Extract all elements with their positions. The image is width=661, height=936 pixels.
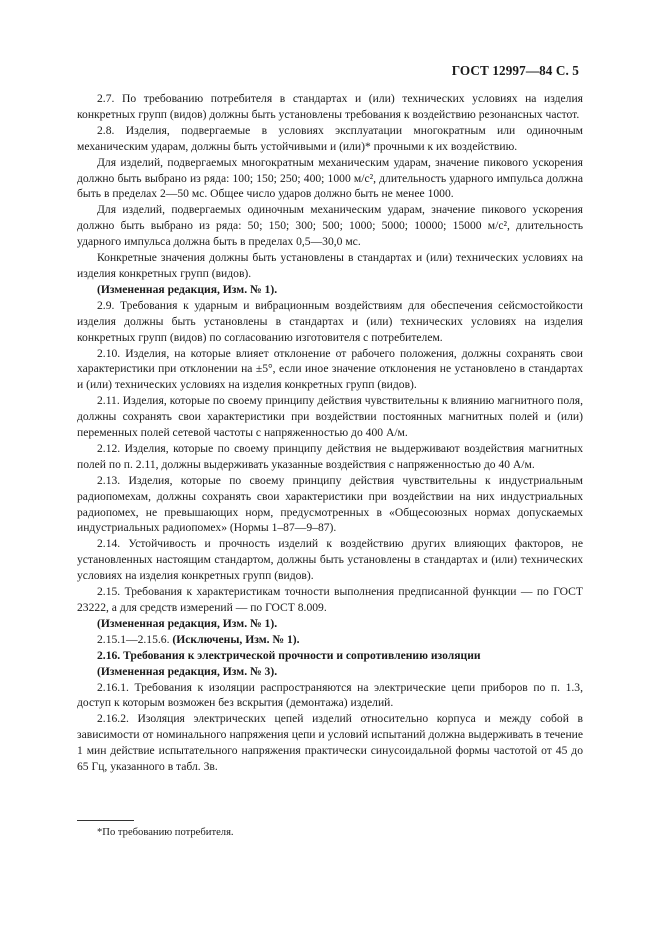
paragraph-2-15: 2.15. Требования к характеристикам точности выполнения предписанной функции — по ГОСТ 23222, а для средств измерений — по ГОСТ 8.009.	[77, 585, 583, 614]
paragraph-2-7: 2.7. По требованию потребителя в стандартах и (или) технических условиях на изделия конкретных групп (видов) должны быть установлены требования к воздействию резонансных частот.	[77, 92, 583, 121]
paragraph-2-15-1	[77, 632, 583, 648]
document-body	[77, 91, 583, 775]
paragraph-specific-values: Конкретные значения должны быть установлены в стандартах и (или) технических условиях на изделия конкретных групп (видов).	[77, 251, 583, 280]
paragraph-2-12: 2.12. Изделия, которые по своему принципу действия не выдерживают воздействия магнитных полей по п. 2.11, должны выдерживать указанные воздействия с напряженностью до 40 А/м.	[77, 441, 583, 471]
paragraph-2-8: 2.8. Изделия, подвергаемые в условиях эксплуатации многократным или одиночным механическим ударам, должны быть устойчивыми и (или)* прочными к их воздействию.	[77, 123, 583, 153]
amendment-note-1: (Измененная редакция, Изм. № 1).	[97, 282, 278, 296]
paragraph-2-9: 2.9. Требования к ударным и вибрационным воздействиям для обеспечения сейсмостойкости изделия должны быть установлены в стандартах и (или) технических условиях на изделия конкретных групп (видов) по согласованию изготовителя с потребителем.	[77, 298, 583, 344]
footnote-divider	[77, 820, 134, 821]
paragraph-2-16-2: 2.16.2. Изоляция электрических цепей изделий относительно корпуса и между собой в зависимости от номинального напряжения цепи и условий испытаний должна выдерживать в течение 1 мин действие испытательного напряжения практически синусоидальной формы частотой от 45 до 65 Гц, указанного в табл. 3в.	[77, 712, 583, 774]
page-header: ГОСТ 12997—84 С. 5	[451, 63, 579, 78]
paragraph-multiple-shocks: Для изделий, подвергаемых многократным механическим ударам, значение пикового ускорения должно быть выбрано из ряда: 100; 150; 250; 400; 1000 м/с², длительность ударного импульса должна быть в пределах 2—50 мс. Общее число ударов должно быть не менее 1000.	[77, 155, 583, 201]
section-heading-2-16: 2.16. Требования к электрической прочности и сопротивлению изоляции	[97, 648, 481, 662]
paragraph-2-11: 2.11. Изделия, которые по своему принципу действия чувствительны к влиянию магнитного поля, должны сохранять свои характеристики при воздействии постоянных магнитных полей и (или) переменных полей сетевой частоты с напряженностью до 400 А/м.	[77, 394, 583, 440]
paragraph-2-16-1: 2.16.1. Требования к изоляции распространяются на электрические цепи приборов по п. 1.3, доступ к которым возможен без вскрытия (демонтажа) изделий.	[77, 680, 583, 710]
paragraph-single-shocks: Для изделий, подвергаемых одиночным механическим ударам, значение пикового ускорения должно быть выбрано из ряда: 50; 150; 300; 500; 1000; 5000; 10000; 15000 м/с², длительность ударного импульса должна быть в пределах 0,5—30,0 мс.	[77, 203, 583, 249]
paragraph-2-10: 2.10. Изделия, на которые влияет отклонение от рабочего положения, должны сохранять свои характеристики при отклонении на ±5°, если иное значение отклонения не установлено в стандартах и (или) технических условиях на изделия конкретных групп (видов).	[77, 346, 583, 392]
amendment-note-3: (Измененная редакция, Изм. № 3).	[97, 664, 278, 678]
paragraph-2-13: 2.13. Изделия, которые по своему принципу действия чувствительны к индустриальным радиопомехам, должны сохранять свои характеристики при воздействии на них индустриальных радиопомех, не превышающих норм, предусмотренных в «Общесоюзных нормах допускаемых индустриальных радиопомех» (Нормы 1–87—9–87).	[77, 473, 583, 535]
amendment-note-2: (Измененная редакция, Изм. № 1).	[97, 616, 278, 630]
excluded-range: 2.15.1—2.15.6.	[97, 632, 170, 646]
excluded-note: (Исключены, Изм. № 1).	[172, 632, 300, 646]
footnote: *По требованию потребителя.	[97, 827, 234, 838]
paragraph-2-14: 2.14. Устойчивость и прочность изделий к воздействию других влияющих факторов, не установленных настоящим стандартом, должны быть установлены в стандартах и (или) технических условиях на изделия конкретных групп (видов).	[77, 537, 583, 583]
